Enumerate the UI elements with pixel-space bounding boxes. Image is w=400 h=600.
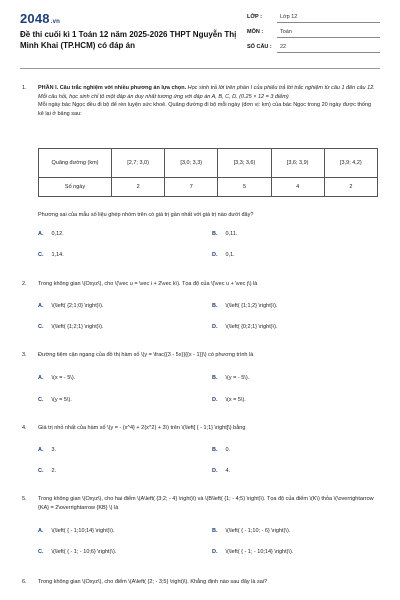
question-6-text: Trong không gian \(Oxyz\), cho điểm \(A\left( {2; - 3;5} \right)\). Khẳng định nào sau đây là sai? (38, 579, 268, 585)
option-letter: A. (38, 303, 44, 309)
info-label: SỐ CÂU : (247, 44, 272, 50)
option-c[interactable] (38, 467, 56, 476)
page-header (0, 0, 400, 62)
question-2-text: Trong không gian \(Oxyz\), cho \(\vec u = \vec i + 2\vec k\). Tọa độ của \(\vec u + \vec j\) là (38, 281, 258, 287)
option-d[interactable] (212, 323, 277, 332)
option-letter: D. (212, 549, 218, 555)
option-b[interactable] (212, 230, 237, 239)
option-text: \(\left( { - 1;10; - 6} \right)\). (225, 528, 291, 534)
option-letter: D. (212, 397, 218, 403)
logo-main: 2048 (20, 11, 50, 26)
option-a[interactable] (38, 446, 56, 455)
divider (277, 37, 380, 38)
question-4-text: Giá trị nhỏ nhất của hàm số \(y = - {x^4} + 2{x^2} + 3\) trên \(\left[ { - 1;1} \right]\) bằng (38, 425, 246, 431)
table-cell: 5 (218, 178, 271, 197)
option-text: \(\left( { - 1; - 10;14} \right)\). (225, 549, 294, 555)
option-a[interactable] (38, 230, 64, 239)
option-b[interactable] (212, 374, 249, 383)
question-number: 6. (22, 579, 27, 585)
table-cell: [3,0; 3,3) (165, 149, 218, 178)
option-a[interactable] (38, 302, 103, 311)
option-letter: A. (38, 447, 44, 453)
table-cell: [3,6; 3,9) (271, 149, 324, 178)
question-number: 5. (22, 496, 27, 502)
option-text: 2. (51, 468, 57, 474)
page-title: Đề thi cuối kì 1 Toán 12 năm 2025-2026 THPT Nguyễn Thị Minh Khai (TP.HCM) có đáp án (20, 30, 237, 50)
option-letter: D. (212, 468, 218, 474)
info-row-count (247, 44, 380, 59)
question-stem: Mỗi ngày bác Ngọc đều đi bộ để rèn luyện sức khoẻ. Quãng đường đi bộ mỗi ngày (đơn vị: km) của bác Ngọc trong 20 ngày được thống kê lại ở bảng sau: (38, 102, 372, 117)
option-letter: C. (38, 468, 44, 474)
info-value: Lớp 12 (280, 14, 298, 20)
exam-info-panel (247, 14, 380, 59)
option-text: 0,12. (51, 231, 64, 237)
option-text: \(\left( {0;2;1} \right)\). (225, 324, 278, 330)
site-logo[interactable] (20, 11, 60, 26)
section-instructions: Học sinh trả lời trên phần I của phiếu trả lời trắc nghiệm từ câu 1 đến câu 12. Mỗi câu hỏi, học sinh chỉ tô một đáp án duy nhất tương ứng với đáp án A, B, C, D. (0.25 × 12 = 3 điểm) (38, 85, 375, 100)
question-3-text: Đường tiệm cận ngang của đồ thị hàm số \(y = \frac{{3 - 5x}}{{x - 1}}\) có phương trình là (38, 352, 254, 358)
table-row (39, 149, 378, 178)
option-letter: D. (212, 324, 218, 330)
table-cell: 7 (165, 178, 218, 197)
option-d[interactable] (212, 396, 246, 405)
option-d[interactable] (212, 251, 235, 260)
table-cell: [3,3; 3,6) (218, 149, 271, 178)
option-letter: D. (212, 252, 218, 258)
info-label: MÔN : (247, 29, 264, 35)
option-letter: B. (212, 231, 218, 237)
table-header-cell: Quãng đường (km) (39, 149, 112, 178)
option-letter: B. (212, 528, 218, 534)
divider (277, 52, 380, 53)
option-c[interactable] (38, 323, 103, 332)
option-text: 0,11. (225, 231, 238, 237)
info-row-class (247, 14, 380, 29)
option-text: 1,14. (51, 252, 64, 258)
option-a[interactable] (38, 527, 114, 536)
option-letter: C. (38, 252, 44, 258)
option-text: 4. (225, 468, 231, 474)
option-text: \(\left( { - 1;10;14} \right)\). (51, 528, 115, 534)
option-letter: B. (212, 303, 218, 309)
option-text: 0. (225, 447, 231, 453)
header-divider (20, 68, 380, 69)
question-1-text (38, 84, 378, 118)
question-5-text: Trong không gian \(Oxyz\), cho hai điểm \(A\left( {3;2; - 4} \right)\) và \(B\left( {1; - 4;5} \right)\). Tọa độ của điểm \(K\) thỏa \(\overrightarrow {KA} = 2\overrightarrow {KB} \) là (38, 496, 374, 511)
info-value: 22 (280, 44, 287, 50)
table-cell: 4 (271, 178, 324, 197)
table-cell: 2 (112, 178, 165, 197)
option-letter: C. (38, 549, 44, 555)
option-text: \(y = 5\). (51, 397, 72, 403)
option-text: \(\left( {2;1;0} \right)\). (51, 303, 104, 309)
option-letter: C. (38, 397, 44, 403)
table-cell: [2,7; 3,0) (112, 149, 165, 178)
option-d[interactable] (212, 548, 293, 557)
divider (277, 22, 380, 23)
option-letter: A. (38, 528, 44, 534)
option-c[interactable] (38, 396, 72, 405)
question-stem: Phương sai của mẫu số liệu ghép nhóm trên có giá trị gần nhất với giá trị nào dưới đây? (38, 212, 254, 218)
option-text: \(\left( {1;2;1} \right)\). (51, 324, 104, 330)
info-value: Toán (280, 29, 292, 35)
option-letter: B. (212, 375, 218, 381)
option-text: \(\left( { - 1; - 10;6} \right)\). (51, 549, 117, 555)
option-letter: B. (212, 447, 218, 453)
table-cell: [3,9; 4,2) (324, 149, 377, 178)
option-letter: C. (38, 324, 44, 330)
question-number: 4. (22, 425, 27, 431)
option-b[interactable] (212, 527, 290, 536)
frequency-table (38, 148, 378, 197)
option-text: 0,1. (225, 252, 235, 258)
option-text: \(y = - 5\). (225, 375, 250, 381)
option-text: \(\left( {1;1;2} \right)\). (225, 303, 278, 309)
option-a[interactable] (38, 374, 75, 383)
table-cell: 2 (324, 178, 377, 197)
option-text: 3. (51, 447, 57, 453)
option-text: \(x = - 5\). (51, 375, 76, 381)
question-number: 3. (22, 352, 27, 358)
table-row (39, 178, 378, 197)
option-b[interactable] (212, 302, 277, 311)
info-label: LỚP : (247, 14, 262, 20)
question-number: 2. (22, 281, 27, 287)
option-text: \(x = 5\). (225, 397, 246, 403)
logo-suffix: .vn (50, 19, 61, 25)
info-row-subject (247, 29, 380, 44)
question-number: 1. (22, 85, 27, 91)
section-heading: PHẦN I. Câu trắc nghiệm với nhiều phương án lựa chọn. (38, 85, 187, 91)
option-letter: A. (38, 375, 44, 381)
table-header-cell: Số ngày (39, 178, 112, 197)
option-b[interactable] (212, 446, 230, 455)
option-c[interactable] (38, 548, 116, 557)
option-d[interactable] (212, 467, 230, 476)
option-c[interactable] (38, 251, 64, 260)
option-letter: A. (38, 231, 44, 237)
